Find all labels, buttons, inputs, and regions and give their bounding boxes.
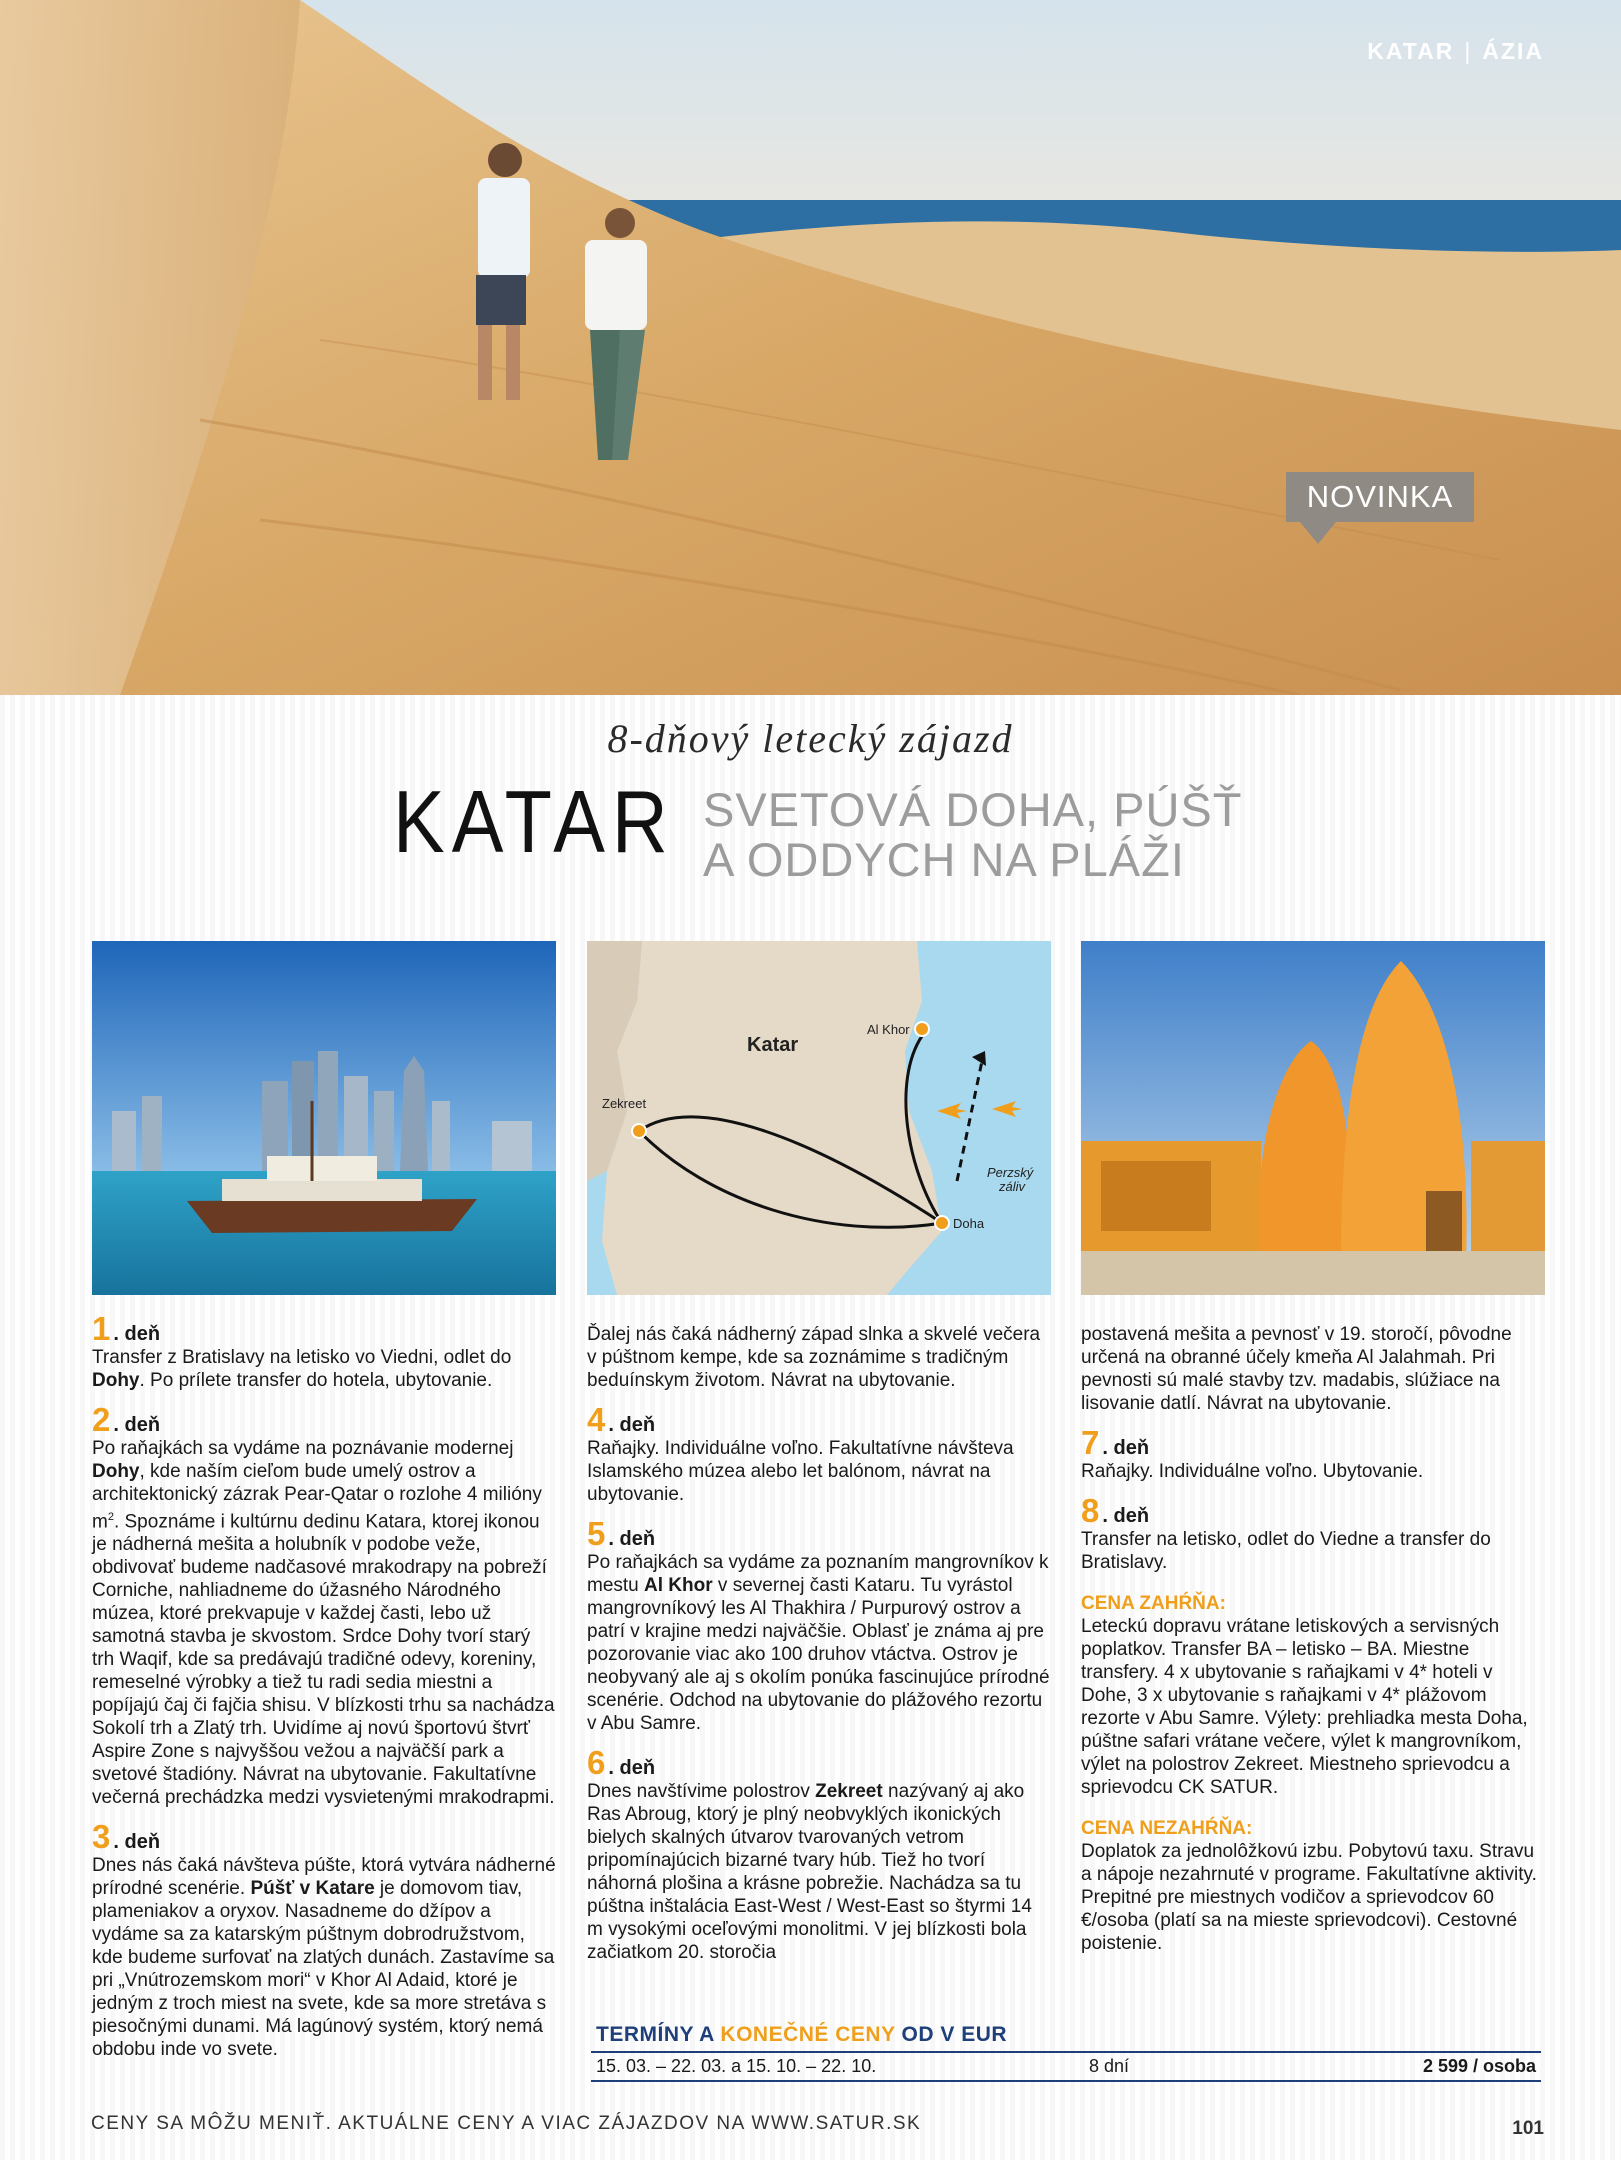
page-title-sub bbox=[703, 785, 1242, 885]
day-7-heading bbox=[1081, 1424, 1545, 1461]
day-4-text: Raňajky. Individuálne voľno. Fakultatívne návšteva Islamského múzea alebo let balónom, návrat na ubytovanie. bbox=[587, 1438, 1014, 1505]
day-7-text: Raňajky. Individuálne voľno. Ubytovanie. bbox=[1081, 1461, 1424, 1482]
novinka-badge: NOVINKA bbox=[1286, 472, 1474, 522]
day-2-number: 2 bbox=[92, 1401, 111, 1438]
day-5-text: Po raňajkách sa vydáme za poznaním mangrovníkov k mestu Al Khor v severnej časti Kataru. Tu vyrástol mangrovníkový les Al Thakhira / Purpurový ostrov a patrí v krajine medzi najväčšie. Oblasť je známa aj pre pozorovanie viac ako 100 druhov vtáctva. Ostrov je neobyvaný ale aj s okolím ponúka fascinujúce prírodné scenérie. Odchod na ubytovanie do plážového rezortu v Abu Samre. bbox=[587, 1552, 1050, 1734]
day-7-word: . deň bbox=[1102, 1437, 1150, 1459]
tag-country: KATAR bbox=[1367, 38, 1455, 64]
map-label-alkhor: Al Khor bbox=[867, 1022, 910, 1037]
map-label-zekreet: Zekreet bbox=[602, 1096, 647, 1111]
day-6-continued-text: postavená mešita a pevnosť v 19. storočí, pôvodne určená na obranné účely kmeňa Al Jalahmah. Pri pevnosti sú malé stavby tzv. madabis, slúžiace na lisovanie datlí. Návrat na ubytovanie. bbox=[1081, 1324, 1512, 1414]
day-2-heading bbox=[92, 1401, 556, 1438]
title-sub-line2: A ODDYCH NA PLÁŽI bbox=[703, 833, 1185, 886]
hero-image bbox=[0, 0, 1621, 695]
day-5-heading bbox=[587, 1515, 1051, 1552]
day-4-number: 4 bbox=[587, 1401, 606, 1438]
included-text: Leteckú dopravu vrátane letiskových a servisných poplatkov. Transfer BA – letisko – BA. Miestne transfery. 4 x ubytovanie s raňajkami v 4* hoteli v Dohe, 3 x ubytovanie s raňajkami v 4* plážovom rezorte v Abu Samre. Výlety: prehliadka mesta Doha, púštne safari vrátane večere, výlet k mangrovníkom, výlet na polostrov Zekreet. Miestneho sprievodcu a sprievodcu CK SATUR. bbox=[1081, 1616, 1528, 1798]
map-label-sea-2: záliv bbox=[999, 1179, 1026, 1194]
day-3-continued-text: Ďalej nás čaká nádherný západ slnka a skvelé večera v púštnom kempe, kde sa zoznámime s tradičným beduínskym životom. Návrat na ubytovanie. bbox=[587, 1324, 1041, 1391]
map-label-sea-1: Perzský bbox=[987, 1165, 1034, 1180]
trip-subtitle: 8-dňový letecký zájazd bbox=[607, 716, 1014, 761]
itinerary-column-2 bbox=[587, 1323, 1051, 1964]
katar-map bbox=[587, 941, 1051, 1295]
included-heading: CENA ZAHŔŇA: bbox=[1081, 1593, 1226, 1614]
title-sub-line1: SVETOVÁ DOHA, PÚŠŤ bbox=[703, 783, 1243, 836]
day-5-number: 5 bbox=[587, 1515, 606, 1552]
novinka-badge-tail bbox=[1300, 522, 1336, 544]
page-title: KATAR bbox=[393, 772, 675, 871]
day-3-text: Dnes nás čaká návšteva púšte, ktorá vytvára nádherné prírodné scenérie. Púšť v Katare je domovom tiav, plameniakov a oryxov. Nasadneme do džípov a vydáme sa za katarským púštnym dobrodružstvom, kde budeme surfovať na zlatých dunách. Zastavíme sa pri „Vnútrozemskom mori“ v Khor Al Adaid, ktoré je jedným z troch miest na svete, kde sa more stretáva s piesočnými dunami. Má lagúnový systém, ktorý nemá obdobu inde vo svete. bbox=[92, 1855, 556, 2061]
excluded-text: Doplatok za jednolôžkovú izbu. Pobytovú taxu. Stravu a nápoje nezahrnuté v programe. Fakultatívne aktivity. Prepitné pre miestnych vodičov a sprievodcov 60 €/osoba (platí sa na mieste sprievodcovi). Cestovné poistenie. bbox=[1081, 1841, 1537, 1954]
day-8-heading bbox=[1081, 1492, 1545, 1529]
itinerary-column-3 bbox=[1081, 1323, 1545, 1955]
price-table-title: TERMÍNY A KONEČNÉ CENY OD V EUR bbox=[596, 2023, 1008, 2046]
itinerary-column-1 bbox=[92, 1310, 556, 2061]
day-8-word: . deň bbox=[1102, 1505, 1150, 1527]
day-1-word: . deň bbox=[113, 1323, 161, 1345]
day-6-heading bbox=[587, 1744, 1051, 1781]
day-1-heading bbox=[92, 1310, 556, 1347]
day-5-word: . deň bbox=[608, 1528, 656, 1550]
day-6-text: Dnes navštívime polostrov Zekreet nazývaný aj ako Ras Abroug, ktorý je plný neobvyklých ikonických bielych skalných útvarov tvarovaných vetrom pripomínajúcich bizarné tvary húb. Tiež ho tvorí náhorná plošina a krásne pobrežie. Nachádza sa tu púštna inštalácia East-West / West-East so štyrmi 14 m vysokými oceľovými monolitmi. V jej blízkosti bola začiatkom 20. storočia bbox=[587, 1781, 1032, 1963]
price-duration: 8 dní bbox=[1089, 2056, 1130, 2076]
tag-region: ÁZIA bbox=[1482, 38, 1544, 64]
katara-pigeon-towers-photo bbox=[1081, 941, 1545, 1295]
price-dates: 15. 03. – 22. 03. a 15. 10. – 22. 10. bbox=[596, 2056, 877, 2076]
price-value: 2 599 / osoba bbox=[1422, 2056, 1536, 2076]
day-1-number: 1 bbox=[92, 1310, 111, 1347]
doha-skyline-photo bbox=[92, 941, 556, 1295]
section-tag bbox=[1367, 38, 1544, 65]
day-2-word: . deň bbox=[113, 1414, 161, 1436]
desert-dunes-photo bbox=[0, 0, 1621, 695]
day-4-word: . deň bbox=[608, 1414, 656, 1436]
day-3-number: 3 bbox=[92, 1818, 111, 1856]
excluded-heading: CENA NEZAHŔŇA: bbox=[1081, 1818, 1253, 1839]
day-2-text: Po raňajkách sa vydáme na poznávanie modernej Dohy, kde naším cieľom bude umelý ostrov a architektonický zázrak Pear-Qatar o rozlohe 4 milióny $m^2$. Spoznáme i kultúrnu dedinu Katara, ktorej ikonou je nádherná mešita a holubník v podobe veže, obdivovať budeme nadčasové mrakodrapy na pobreží Corniche, nahliadneme do úžasného Národného múzea, ktoré prekvapuje v každej časti, lebo už samotná stavba je skvostom. Srdce Dohy tvorí starý trh Waqif, kde sa predávajú tradičné odevy, koreniny, remeselné výrobky a tiež tu radi sedia miestni a popíjajú čaj či fajčia shisu. V blízkosti trhu sa nachádza Sokolí trh a Zlatý trh. Uvidíme aj novú športovú štvrť Aspire Zone s najvyššou vežou a najväčší park a svetové štadióny. Návrat na ubytovanie. Fakultatívne večerná prechádzka medzi vysvietenými mrakodrapmi. bbox=[92, 1438, 555, 1809]
day-8-number: 8 bbox=[1081, 1492, 1100, 1529]
tag-separator: | bbox=[1464, 38, 1473, 64]
day-6-word: . deň bbox=[608, 1757, 656, 1779]
map-label-katar: Katar bbox=[747, 1034, 799, 1056]
day-3-word: . deň bbox=[113, 1831, 161, 1854]
footer-note: CENY SA MÔŽU MENIŤ. AKTUÁLNE CENY A VIAC ZÁJAZDOV NA WWW.SATUR.SK bbox=[91, 2113, 922, 2134]
price-table bbox=[591, 2023, 1541, 2082]
page-number: 101 bbox=[1512, 2118, 1544, 2139]
day-8-text: Transfer na letisko, odlet do Viedne a transfer do Bratislavy. bbox=[1081, 1529, 1491, 1573]
day-3-heading bbox=[92, 1818, 556, 1856]
day-6-number: 6 bbox=[587, 1744, 606, 1781]
day-1-text: Transfer z Bratislavy na letisko vo Viedni, odlet do Dohy. Po prílete transfer do hotela, ubytovanie. bbox=[92, 1347, 512, 1391]
day-7-number: 7 bbox=[1081, 1424, 1100, 1461]
day-4-heading bbox=[587, 1401, 1051, 1438]
table-row bbox=[591, 2051, 1541, 2082]
map-label-doha: Doha bbox=[953, 1216, 985, 1231]
